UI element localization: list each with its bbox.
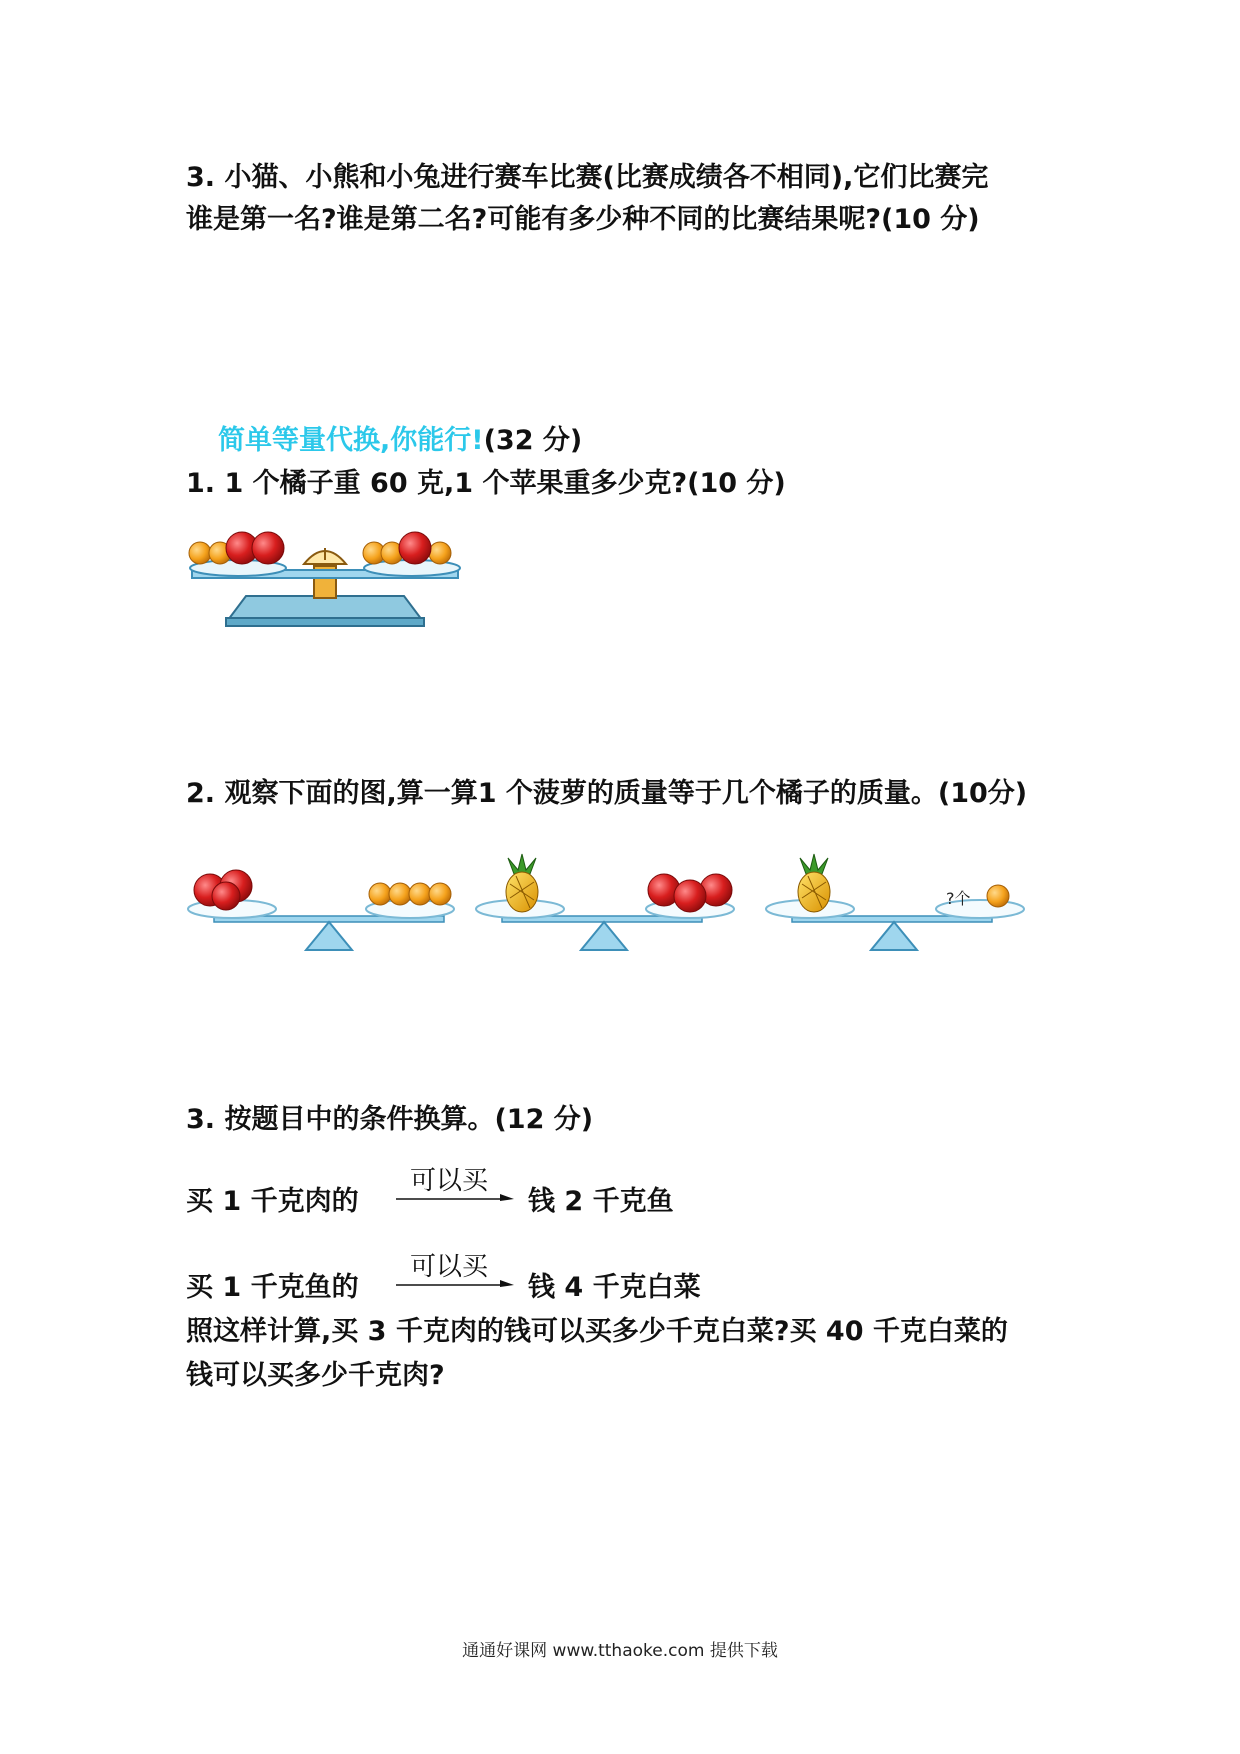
scale-image bbox=[186, 520, 462, 628]
section-heading bbox=[218, 418, 582, 457]
seesaw-2 bbox=[476, 854, 734, 950]
row2-right: 钱 4 千克白菜 bbox=[528, 1272, 701, 1303]
unknown-count-label: ?个 bbox=[946, 889, 971, 908]
race-question-line1: 3. 小猫、小熊和小兔进行赛车比赛(比赛成绩各不相同),它们比赛完 bbox=[186, 162, 989, 193]
question-3-ask-line1: 照这样计算,买 3 千克肉的钱可以买多少千克白菜?买 40 千克白菜的 bbox=[186, 1316, 1008, 1347]
row1-right: 钱 2 千克鱼 bbox=[528, 1186, 674, 1217]
question-1: 1. 1 个橘子重 60 克,1 个苹果重多少克?(10 分) bbox=[186, 468, 786, 499]
row2-arrow-icon bbox=[394, 1278, 516, 1292]
section-points: (32 分) bbox=[483, 425, 583, 456]
row1-arrow-icon bbox=[394, 1192, 516, 1206]
seesaw-1 bbox=[188, 870, 454, 950]
footer-text: 通通好课网 www.tthaoke.com 提供下载 bbox=[462, 1641, 778, 1661]
question-3-ask-line2: 钱可以买多少千克肉? bbox=[186, 1360, 445, 1391]
row1-arrow-label: 可以买 bbox=[410, 1166, 489, 1196]
question-3: 3. 按题目中的条件换算。(12 分) bbox=[186, 1104, 594, 1135]
seesaws-image bbox=[186, 852, 1042, 960]
row2-arrow-label: 可以买 bbox=[410, 1252, 489, 1282]
row1-left: 买 1 千克肉的 bbox=[186, 1186, 359, 1217]
seesaw-3 bbox=[766, 854, 1024, 950]
question-2: 2. 观察下面的图,算一算1 个菠萝的质量等于几个橘子的质量。(10分) bbox=[186, 778, 1028, 809]
race-question-line2: 谁是第一名?谁是第二名?可能有多少种不同的比赛结果呢?(10 分) bbox=[186, 204, 980, 235]
row2-left: 买 1 千克鱼的 bbox=[186, 1272, 359, 1303]
section-title: 简单等量代换,你能行! bbox=[218, 425, 484, 456]
